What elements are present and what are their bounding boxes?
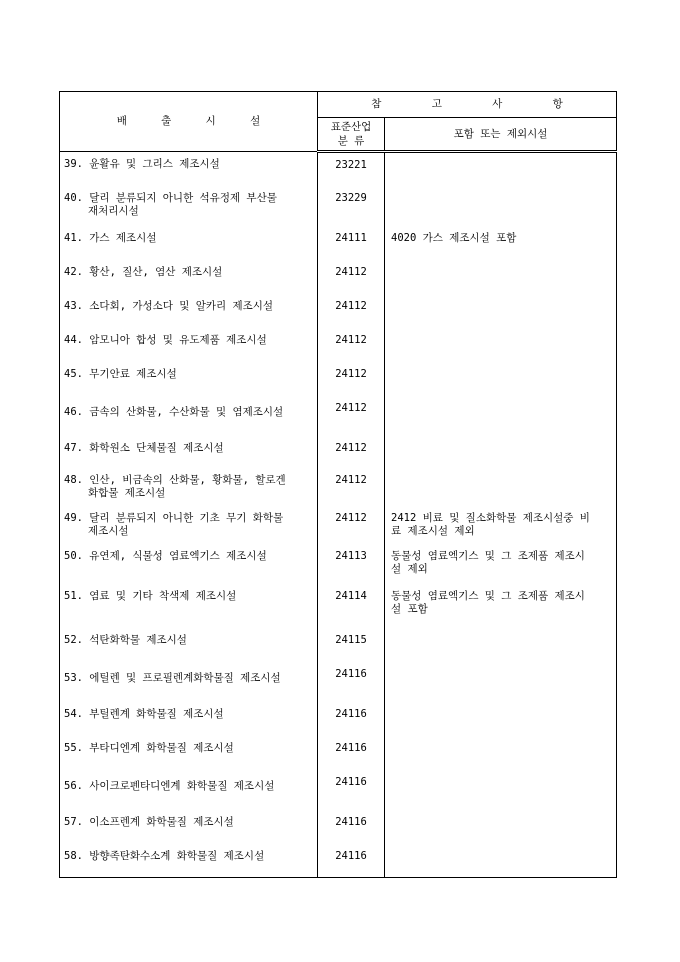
facility-name: 56. 사이크로펜타디엔계 화학물질 제조시설 — [64, 779, 275, 792]
code-cell: 24113 — [318, 544, 385, 584]
facility-name: 54. 부틸렌계 화학물질 제조시설 — [64, 707, 224, 720]
table-row — [60, 544, 617, 584]
facility-cell — [60, 436, 318, 468]
facility-name: 55. 부타디엔계 화학물질 제조시설 — [64, 741, 234, 754]
facility-cell — [60, 396, 318, 436]
facility-cell — [60, 362, 318, 396]
table-row — [60, 844, 617, 878]
facility-name: 58. 방향족탄화수소계 화학물질 제조시설 — [64, 849, 265, 862]
table-row — [60, 362, 617, 396]
table-row — [60, 226, 617, 260]
code-cell: 24112 — [318, 294, 385, 328]
facility-name-cont: 화합물 제조시설 — [88, 486, 166, 499]
table-row — [60, 260, 617, 294]
facility-name: 45. 무기안료 제조시설 — [64, 367, 177, 380]
note-cell — [385, 544, 617, 584]
table-row — [60, 294, 617, 328]
code-cell: 24112 — [318, 506, 385, 544]
note-text: 동물성 염료엑기스 및 그 조제품 제조시 — [391, 589, 585, 602]
note-cell — [385, 152, 617, 186]
table-row — [60, 468, 617, 506]
facility-name: 57. 이소프렌계 화학물질 제조시설 — [64, 815, 234, 828]
table-row — [60, 506, 617, 544]
note-cell — [385, 628, 617, 662]
header-code-line2: 분 류 — [337, 135, 365, 147]
facility-cell — [60, 468, 318, 506]
facility-name: 50. 유연제, 식물성 염료엑기스 제조시설 — [64, 549, 267, 562]
code-cell: 24116 — [318, 702, 385, 736]
code-cell: 24112 — [318, 468, 385, 506]
code-cell: 24112 — [318, 362, 385, 396]
code-cell: 24116 — [318, 810, 385, 844]
code-cell: 24112 — [318, 436, 385, 468]
table-row — [60, 770, 617, 810]
note-cell — [385, 328, 617, 362]
facility-cell — [60, 662, 318, 702]
note-cell — [385, 468, 617, 506]
header-inclusion: 포함 또는 제외시설 — [385, 118, 617, 152]
code-cell: 24114 — [318, 584, 385, 628]
note-cell — [385, 436, 617, 468]
table-row — [60, 396, 617, 436]
note-cell — [385, 810, 617, 844]
facility-name: 53. 에틸렌 및 프로필렌계화학물질 제조시설 — [64, 671, 281, 684]
facility-cell — [60, 736, 318, 770]
table-row — [60, 662, 617, 702]
note-text: 동물성 염료엑기스 및 그 조제품 제조시 — [391, 549, 585, 562]
note-cell: 4020 가스 제조시설 포함 — [385, 226, 617, 260]
code-cell: 24112 — [318, 328, 385, 362]
note-text-cont: 설 포함 — [391, 602, 428, 615]
note-cell — [385, 362, 617, 396]
note-cell — [385, 396, 617, 436]
note-cell — [385, 186, 617, 226]
table-row — [60, 584, 617, 628]
code-cell: 24112 — [318, 260, 385, 294]
code-cell: 24111 — [318, 226, 385, 260]
table-row — [60, 736, 617, 770]
facility-cell — [60, 294, 318, 328]
header-facility: 배 출 시 설 — [60, 92, 318, 152]
facility-cell — [60, 506, 318, 544]
code-cell: 24115 — [318, 628, 385, 662]
facility-name: 46. 금속의 산화물, 수산화물 및 염제조시설 — [64, 405, 284, 418]
code-cell: 23221 — [318, 152, 385, 186]
note-cell — [385, 736, 617, 770]
note-cell — [385, 260, 617, 294]
facility-cell — [60, 186, 318, 226]
table-row — [60, 702, 617, 736]
facility-name: 41. 가스 제조시설 — [64, 231, 157, 244]
facility-name: 43. 소다회, 가성소다 및 알카리 제조시설 — [64, 299, 274, 312]
facility-name: 52. 석탄화학물 제조시설 — [64, 633, 187, 646]
note-text-cont: 료 제조시설 제외 — [391, 524, 475, 537]
emission-facility-table — [59, 91, 617, 878]
facility-cell — [60, 702, 318, 736]
code-cell: 24116 — [318, 844, 385, 878]
facility-cell — [60, 584, 318, 628]
facility-cell — [60, 628, 318, 662]
note-cell — [385, 844, 617, 878]
facility-name: 48. 인산, 비금속의 산화물, 황화물, 할로겐 — [64, 473, 286, 486]
table-row — [60, 186, 617, 226]
code-cell: 24112 — [318, 396, 385, 436]
facility-name-cont: 재처리시설 — [88, 204, 139, 217]
header-code-line1: 표준산업 — [330, 121, 372, 133]
facility-cell — [60, 810, 318, 844]
facility-name-cont: 제조시설 — [88, 524, 129, 537]
table-row — [60, 152, 617, 186]
facility-cell — [60, 328, 318, 362]
facility-name: 49. 달리 분류되지 아니한 기초 무기 화학물 — [64, 511, 284, 524]
note-cell — [385, 584, 617, 628]
note-text: 2412 비료 및 질소화학물 제조시설중 비 — [391, 511, 590, 524]
table-row — [60, 328, 617, 362]
facility-name: 39. 윤활유 및 그리스 제조시설 — [64, 158, 220, 170]
note-cell — [385, 702, 617, 736]
facility-cell — [60, 260, 318, 294]
table-row — [60, 436, 617, 468]
code-cell: 24116 — [318, 662, 385, 702]
header-reference: 참 고 사 항 — [318, 92, 617, 118]
note-cell — [385, 770, 617, 810]
facility-cell — [60, 544, 318, 584]
facility-name: 44. 암모니아 합성 및 유도제품 제조시설 — [64, 333, 267, 346]
facility-cell — [60, 844, 318, 878]
table-row — [60, 628, 617, 662]
note-cell — [385, 506, 617, 544]
code-cell: 24116 — [318, 736, 385, 770]
facility-cell — [60, 152, 318, 186]
facility-name: 40. 달리 분류되지 아니한 석유정제 부산물 — [64, 191, 277, 204]
note-text-cont: 설 제외 — [391, 562, 428, 575]
note-cell — [385, 294, 617, 328]
note-cell — [385, 662, 617, 702]
facility-name: 47. 화학원소 단체물질 제조시설 — [64, 441, 224, 454]
code-cell: 23229 — [318, 186, 385, 226]
table-row — [60, 810, 617, 844]
facility-cell — [60, 770, 318, 810]
facility-name: 42. 황산, 질산, 염산 제조시설 — [64, 265, 223, 278]
code-cell: 24116 — [318, 770, 385, 810]
header-industry-code — [318, 118, 385, 152]
facility-name: 51. 염료 및 기타 착색제 제조시설 — [64, 589, 237, 602]
facility-cell — [60, 226, 318, 260]
